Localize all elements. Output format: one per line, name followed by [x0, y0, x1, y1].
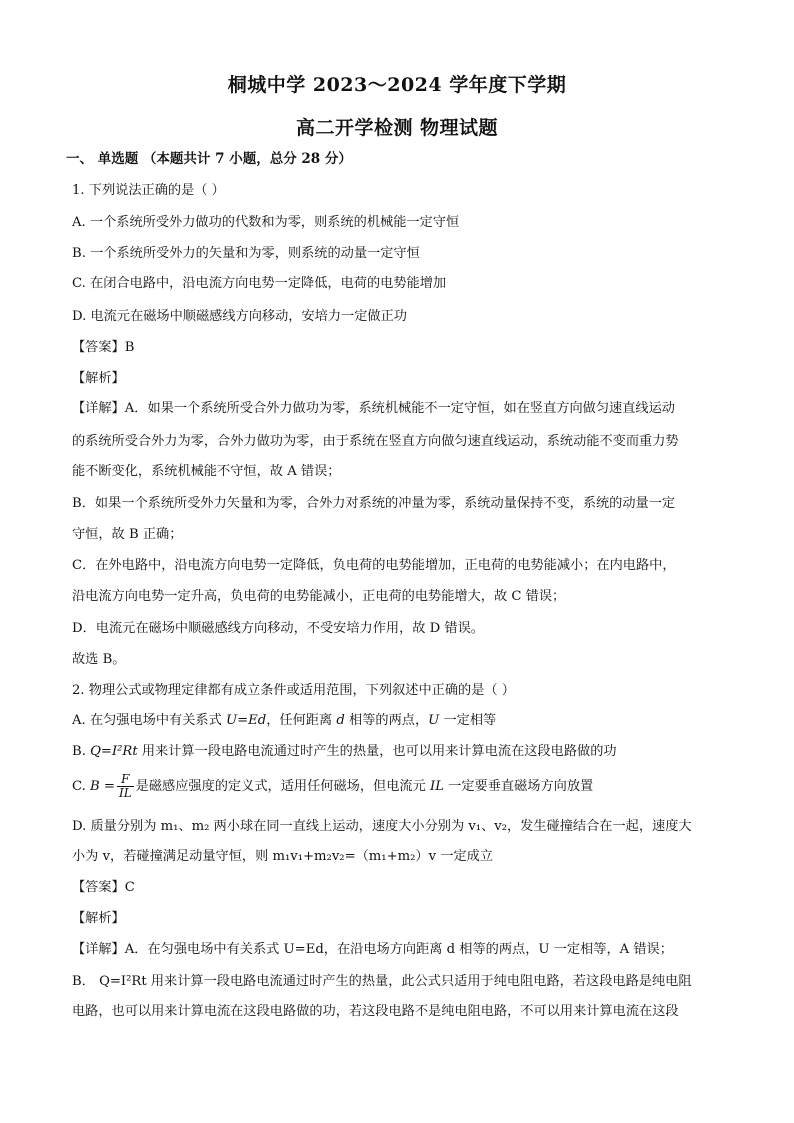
- q2-detail-line: 【详解】A．在匀强电场中有关系式 U=Ed，在沿电场方向距离 d 相等的两点，U 一定相等，A 错误；: [72, 942, 673, 957]
- q2-option-a-text: 相等的两点，: [344, 713, 429, 728]
- variable: U: [428, 713, 440, 728]
- fraction-numerator: F: [117, 773, 134, 787]
- exam-subtitle: 高二开学检测 物理试题: [295, 117, 499, 139]
- q2-stem: 2. 物理公式或物理定律都有成立条件或适用范围，下列叙述中正确的是（ ）: [72, 683, 515, 698]
- q2-option-b-text: B.: [72, 744, 91, 759]
- q1-detail-line: 【详解】A．如果一个系统所受合外力做功为零，系统机械能不一定守恒，如在竖直方向做匀速直线运动: [72, 401, 675, 416]
- q2-answer: 【答案】C: [72, 880, 135, 895]
- section-heading: 一、 单选题 （本题共计 7 小题，总分 28 分）: [66, 151, 352, 167]
- q1-option-c: C. 在闭合电路中，沿电流方向电势一定降低，电荷的电势能增加: [72, 276, 447, 291]
- q2-option-a: [72, 712, 496, 730]
- fraction-denominator: IL: [118, 786, 132, 800]
- q1-detail-line: 的系统所受合外力为零，合外力做功为零，由于系统在竖直方向做匀速直线运动，系统动能不变而重力势: [72, 434, 679, 449]
- q1-option-a: A. 一个系统所受外力做功的代数和为零，则系统的机械能一定守恒: [72, 215, 460, 230]
- q2-option-a-text: A. 在匀强电场中有关系式: [72, 713, 226, 728]
- q1-detail-line: 守恒，故 B 正确；: [72, 527, 183, 542]
- exam-title: 桐城中学 2023～2024 学年度下学期: [227, 74, 567, 96]
- q2-detail-line: 电路，也可以用来计算电流在这段电路做的功，若这段电路不是纯电阻电路，不可以用来计算电流在这段: [72, 1004, 679, 1019]
- q2-analysis-label: 【解析】: [72, 911, 125, 926]
- q1-detail-line: 能不断变化，系统机械能不守恒，故 A 错误；: [72, 464, 341, 479]
- q1-stem: 1. 下列说法正确的是（ ）: [72, 183, 225, 198]
- variable: d: [336, 713, 345, 728]
- q1-answer: 【答案】B: [72, 340, 135, 355]
- q1-option-d: D. 电流元在磁场中顺磁感线方向移动，安培力一定做正功: [72, 309, 407, 324]
- formula-lhs: B =: [90, 779, 115, 794]
- q2-option-d-line1: D. 质量分别为 m₁、m₂ 两小球在同一直线上运动，速度大小分别为 v₁、v₂，发生碰撞结合在一起，速度大: [72, 819, 692, 834]
- q2-option-c-text: C.: [72, 779, 91, 794]
- q1-detail-line: C．在外电路中，沿电流方向电势一定降低，负电荷的电势能增加，正电荷的电势能减小；在内电路中，: [72, 558, 676, 573]
- q1-detail-line: B．如果一个系统所受外力矢量和为零，合外力对系统的冲量为零，系统动量保持不变，系统的动量一定: [72, 496, 676, 511]
- q2-option-b: [72, 743, 617, 761]
- formula: Q=I²Rt: [90, 744, 138, 759]
- q1-analysis-label: 【解析】: [72, 371, 125, 386]
- q2-option-c: [72, 772, 593, 802]
- variable: IL: [430, 779, 444, 794]
- q2-option-d-line2: 小为 v，若碰撞满足动量守恒，则 m₁v₁+m₂v₂=（m₁+m₂）v 一定成立: [72, 849, 494, 864]
- q2-detail-line: B． Q=I²Rt 用来计算一段电路电流通过时产生的热量，此公式只适用于纯电阻电路，若这段电路是纯电阻: [72, 974, 692, 989]
- q1-detail-line: D．电流元在磁场中顺磁感线方向移动，不受安培力作用，故 D 错误。: [72, 621, 484, 636]
- q2-option-a-text: 一定相等: [439, 713, 497, 728]
- fraction: [117, 773, 134, 800]
- q2-option-a-text: ，任何距离: [266, 713, 337, 728]
- q1-option-b: B. 一个系统所受外力的矢量和为零，则系统的动量一定守恒: [72, 246, 420, 261]
- q1-conclusion: 故选 B。: [72, 652, 126, 667]
- q2-option-c-text: 一定要垂直磁场方向放置: [443, 779, 594, 794]
- q2-option-b-text: 用来计算一段电路电流通过时产生的热量，也可以用来计算电流在这段电路做的功: [137, 744, 617, 759]
- q1-detail-line: 沿电流方向电势一定升高，负电荷的电势能减小，正电荷的电势能增大，故 C 错误；: [72, 589, 566, 604]
- q2-option-c-text: 是磁感应强度的定义式，适用任何磁场，但电流元: [135, 779, 430, 794]
- formula: U=Ed: [225, 713, 267, 728]
